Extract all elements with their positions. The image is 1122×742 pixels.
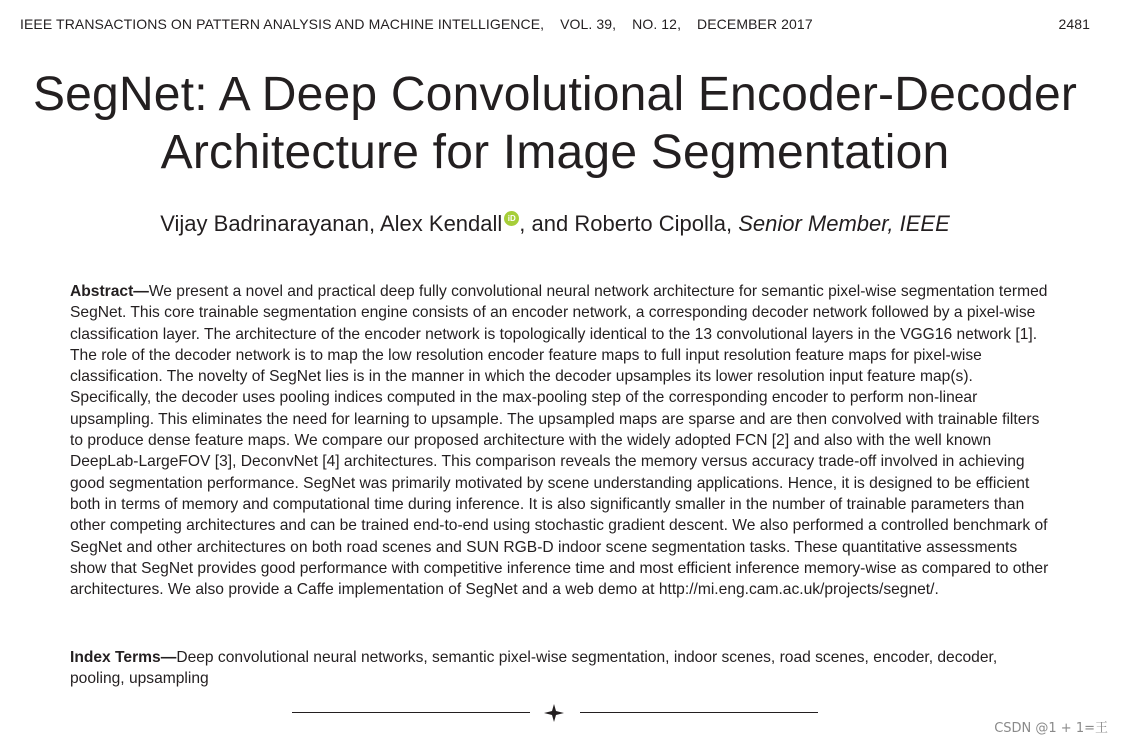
index-terms-text: Deep convolutional neural networks, semantic pixel-wise segmentation, indoor scenes, road scenes, encoder, decoder, pooling, upsampling (70, 649, 998, 688)
watermark: CSDN @1 + 1=王 (994, 721, 1108, 736)
orcid-icon[interactable]: iD (504, 211, 519, 226)
authors-part-1: Vijay Badrinarayanan, Alex Kendall (160, 211, 503, 236)
divider-rule-right (580, 712, 818, 713)
four-point-star-icon (544, 704, 564, 722)
divider-rule-left (292, 712, 530, 713)
abstract-label: Abstract— (70, 283, 149, 300)
journal-name: IEEE TRANSACTIONS ON PATTERN ANALYSIS AND MACHINE INTELLIGENCE, VOL. 39, NO. 12, DECEMBER 2017 (20, 16, 813, 32)
abstract (70, 281, 1055, 600)
paper-title (0, 66, 1110, 182)
author-role: Senior Member, IEEE (738, 211, 950, 236)
abstract-text: We present a novel and practical deep fully convolutional neural network architecture for semantic pixel-wise segmentation termed SegNet. This core trainable segmentation engine consists of an encoder network, a corresponding decoder network followed by a pixel-wise classification layer. The architecture of the encoder network is topologically identical to the 13 convolutional layers in the VGG16 network [1]. The role of the decoder network is to map the low resolution encoder feature maps to full input resolution feature maps for pixel-wise classification. The novelty of SegNet lies is in the manner in which the decoder upsamples its lower resolution input feature map(s). Specifically, the decoder uses pooling indices computed in the max-pooling step of the corresponding encoder to perform non-linear upsampling. This eliminates the need for learning to upsample. The upsampled maps are sparse and are then convolved with trainable filters to produce dense feature maps. We compare our proposed architecture with the widely adopted FCN [2] and also with the well known DeepLab-LargeFOV [3], DeconvNet [4] architectures. This comparison reveals the memory versus accuracy trade-off involved in achieving good segmentation performance. SegNet was primarily motivated by scene understanding applications. Hence, it is designed to be efficient both in terms of memory and computational time during inference. It is also significantly smaller in the number of trainable parameters than other competing architectures and can be trained end-to-end using stochastic gradient descent. We also performed a controlled benchmark of SegNet and other architectures on both road scenes and SUN RGB-D indoor scene segmentation tasks. These quantitative assessments show that SegNet provides good performance with competitive inference time and most efficient inference memory-wise as compared to other architectures. We also provide a Caffe implementation of SegNet and a web demo at http://mi.eng.cam.ac.uk/projects/segnet/. (70, 283, 1049, 599)
title-line-2: Architecture for Image Segmentation (160, 126, 950, 179)
title-line-1: SegNet: A Deep Convolutional Encoder-Decoder (32, 68, 1078, 121)
author-list (0, 210, 1110, 238)
index-terms-label: Index Terms— (70, 649, 177, 666)
index-terms (70, 647, 1055, 690)
authors-part-2: , and Roberto Cipolla, (519, 211, 739, 236)
section-divider (292, 704, 818, 722)
running-head (20, 16, 1090, 36)
page-number: 2481 (1058, 16, 1090, 32)
